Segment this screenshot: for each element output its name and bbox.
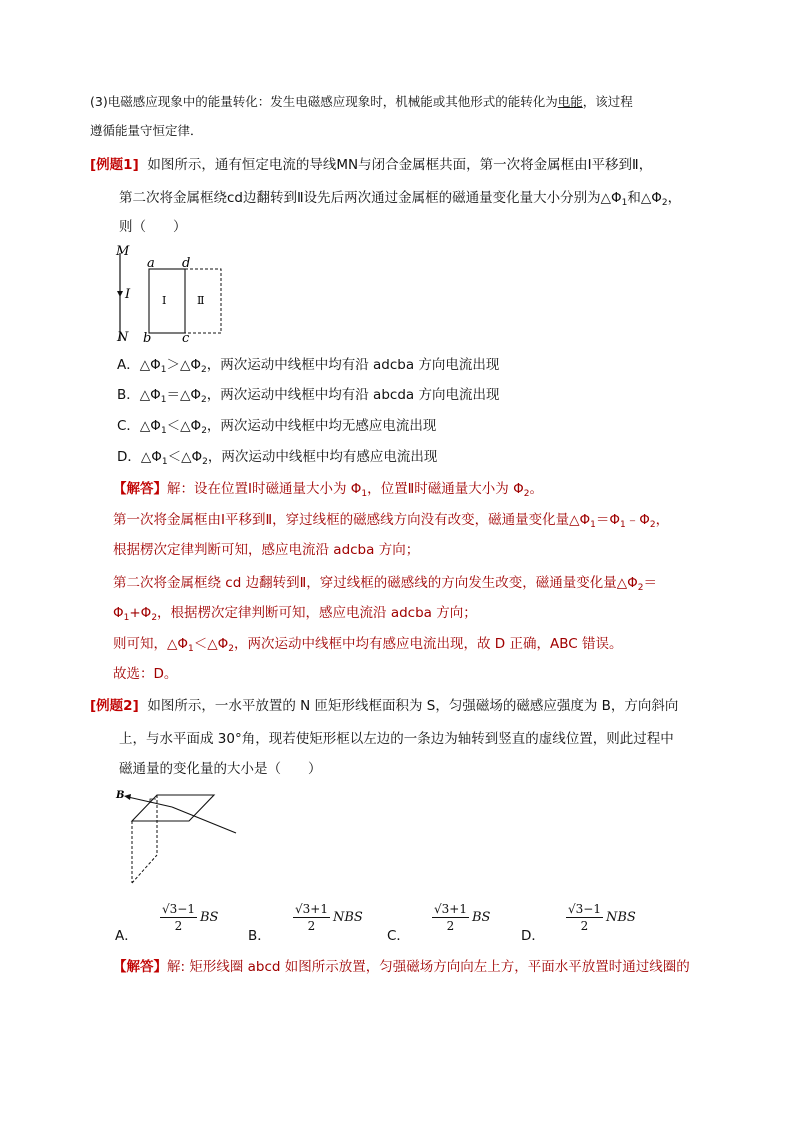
label-b-field: B — [116, 790, 125, 801]
example-1-line-1 — [90, 155, 652, 175]
text: 。 — [529, 481, 543, 497]
intro-text: (3)电磁感应现象中的能量转化：发生电磁感应现象时，机械能或其他形式的能转化为 — [90, 94, 558, 109]
text: 则可知，△Φ — [113, 636, 189, 652]
subscript: 2 — [202, 457, 208, 467]
subscript: 2 — [201, 365, 207, 375]
denominator: 2 — [580, 919, 589, 933]
frame-position-1 — [149, 269, 185, 333]
text: A．△Φ — [117, 357, 161, 373]
text: 解：设在位置Ⅰ时磁通量大小为 Φ — [167, 481, 362, 497]
text: D．△Φ — [117, 449, 162, 465]
denominator: 2 — [174, 919, 183, 933]
text: C．△Φ — [117, 418, 161, 434]
text: ，位置Ⅱ时磁通量大小为 Φ — [367, 481, 524, 497]
answer-1-line-1 — [113, 479, 543, 504]
arrow-head-icon — [124, 794, 131, 800]
example-2-line-3: 磁通量的变化量的大小是（ ） — [119, 761, 322, 777]
subscript: 1 — [123, 613, 130, 623]
option-a[interactable] — [117, 355, 499, 380]
intro-line-1 — [90, 92, 633, 112]
example-2-line-1 — [90, 696, 678, 716]
answer-1-line-7: 故选：D。 — [113, 666, 178, 682]
horizontal-frame — [132, 795, 214, 821]
example-1-line-2 — [119, 188, 681, 213]
denominator: 2 — [307, 919, 316, 933]
subscript: 2 — [228, 644, 234, 654]
example-2-tag: [例题2] — [90, 698, 139, 714]
intro-underlined-term: 电能 — [557, 94, 583, 109]
option-2a-letter[interactable]: A． — [115, 928, 138, 944]
label-region-1: Ⅰ — [162, 294, 167, 307]
text: 和△Φ — [627, 190, 662, 206]
example-2-question: 如图所示，一水平放置的 N 匝矩形线框面积为 S，匀强磁场的磁感应强度为 B，方向斜向 — [147, 698, 679, 714]
example-1-line-3: 则（ ） — [119, 219, 187, 235]
text: ＝ — [643, 575, 657, 591]
text: ，两次运动中线框中均有感应电流出现，故 D 正确，ABC 错误。 — [234, 636, 623, 652]
subscript: 1 — [620, 520, 626, 530]
subscript: 2 — [201, 395, 207, 405]
text: 第二次将金属框绕cd边翻转到Ⅱ设先后两次通过金属框的磁通量变化量大小分别为△Φ — [119, 190, 622, 206]
text: ，根据楞次定律判断可知，感应电流沿 adcba 方向； — [157, 605, 477, 621]
text: Φ — [113, 605, 124, 621]
text: +Φ — [129, 605, 152, 621]
variable: NBS — [605, 910, 636, 925]
label-region-2: Ⅱ — [197, 294, 205, 307]
subscript: 2 — [637, 583, 644, 593]
text: ＝Φ — [595, 512, 621, 528]
label-b: b — [143, 331, 152, 345]
option-2d-letter[interactable]: D． — [521, 928, 545, 944]
subscript: 2 — [661, 198, 668, 208]
answer-tag: 【解答】 — [113, 481, 167, 497]
label-a: a — [147, 256, 155, 271]
numerator: √3−1 — [568, 902, 601, 916]
variable: BS — [471, 910, 491, 925]
answer-1-line-3: 根据楞次定律判断可知，感应电流沿 adcba 方向； — [113, 542, 420, 558]
subscript: 1 — [590, 520, 596, 530]
text: ， — [655, 512, 670, 528]
subscript: 2 — [523, 489, 530, 499]
text: ＜△Φ — [193, 636, 229, 652]
text: 第一次将金属框由Ⅰ平移到Ⅱ，穿过线框的磁感线方向没有改变，磁通量变化量△Φ — [113, 512, 591, 528]
intro-line-2: 遵循能量守恒定律． — [90, 123, 203, 138]
variable: BS — [199, 910, 219, 925]
fraction — [432, 902, 469, 933]
label-i: I — [125, 287, 131, 302]
option-2c-formula[interactable] — [432, 902, 490, 933]
option-d[interactable] — [117, 447, 437, 472]
fraction — [160, 902, 197, 933]
text: ＞△Φ — [166, 357, 201, 373]
answer-1-line-4 — [113, 573, 657, 598]
label-m: M — [116, 245, 130, 259]
text: ＜△Φ — [167, 449, 203, 465]
answer-1-line-5 — [113, 603, 477, 628]
subscript: 1 — [188, 644, 194, 654]
text: ，两次运动中线框中均有沿 abcda 方向电流出现 — [206, 387, 500, 403]
vertical-frame-edge-3 — [132, 855, 157, 883]
subscript: 1 — [621, 198, 628, 208]
fraction — [566, 902, 603, 933]
subscript: 1 — [161, 457, 168, 467]
fraction — [293, 902, 330, 933]
text: 解: 矩形线圈 abcd 如图所示放置，匀强磁场方向向左上方，平面水平放置时通过线圈的 — [167, 959, 690, 975]
option-c[interactable] — [117, 416, 436, 441]
answer-2-line-1 — [113, 957, 690, 977]
answer-tag: 【解答】 — [113, 959, 167, 975]
example-1-question: 如图所示，通有恒定电流的导线MN与闭合金属框共面，第一次将金属框由Ⅰ平移到Ⅱ， — [147, 157, 653, 173]
label-c: c — [182, 331, 190, 345]
subscript: 1 — [361, 489, 368, 499]
subscript: 1 — [160, 395, 167, 405]
subscript: 2 — [151, 613, 158, 623]
example-1-figure — [112, 245, 242, 345]
text: 第二次将金属框绕 cd 边翻转到Ⅱ，穿过线框的磁感线的方向发生改变，磁通量变化量△Φ — [113, 575, 638, 591]
text: B．△Φ — [117, 387, 161, 403]
label-d: d — [182, 256, 191, 271]
numerator: √3+1 — [295, 902, 328, 916]
option-2c-letter[interactable]: C． — [387, 928, 410, 944]
subscript: 2 — [649, 520, 656, 530]
example-2-line-2: 上，与水平面成 30°角，现若使矩形框以左边的一条边为轴转到竖直的虚线位置，则此过程中 — [119, 731, 674, 747]
text: ＜△Φ — [166, 418, 202, 434]
option-b[interactable] — [117, 385, 499, 410]
option-2b-letter[interactable]: B． — [248, 928, 271, 944]
subscript: 1 — [160, 365, 167, 375]
text: ＝△Φ — [166, 387, 202, 403]
variable: NBS — [332, 910, 363, 925]
option-2d-formula[interactable] — [566, 902, 636, 933]
subscript: 2 — [201, 426, 207, 436]
option-2b-formula[interactable] — [293, 902, 363, 933]
current-arrow-icon — [117, 291, 123, 297]
text: ，两次运动中线框中均有感应电流出现 — [207, 449, 438, 465]
field-line — [172, 807, 236, 833]
text: ， — [667, 190, 682, 206]
example-2-figure — [112, 785, 242, 885]
option-2a-formula[interactable] — [160, 902, 218, 933]
numerator: √3−1 — [162, 902, 195, 916]
answer-1-line-2 — [113, 510, 669, 535]
answer-1-line-6 — [113, 634, 622, 659]
denominator: 2 — [446, 919, 455, 933]
intro-text-end: ，该过程 — [582, 94, 633, 109]
text: ，两次运动中线框中均无感应电流出现 — [206, 418, 437, 434]
numerator: √3+1 — [434, 902, 467, 916]
text: ，两次运动中线框中均有沿 adcba 方向电流出现 — [206, 357, 500, 373]
text: ﹣Φ — [625, 512, 650, 528]
label-n: N — [117, 330, 129, 345]
subscript: 1 — [160, 426, 167, 436]
example-1-tag: [例题1] — [90, 157, 139, 173]
